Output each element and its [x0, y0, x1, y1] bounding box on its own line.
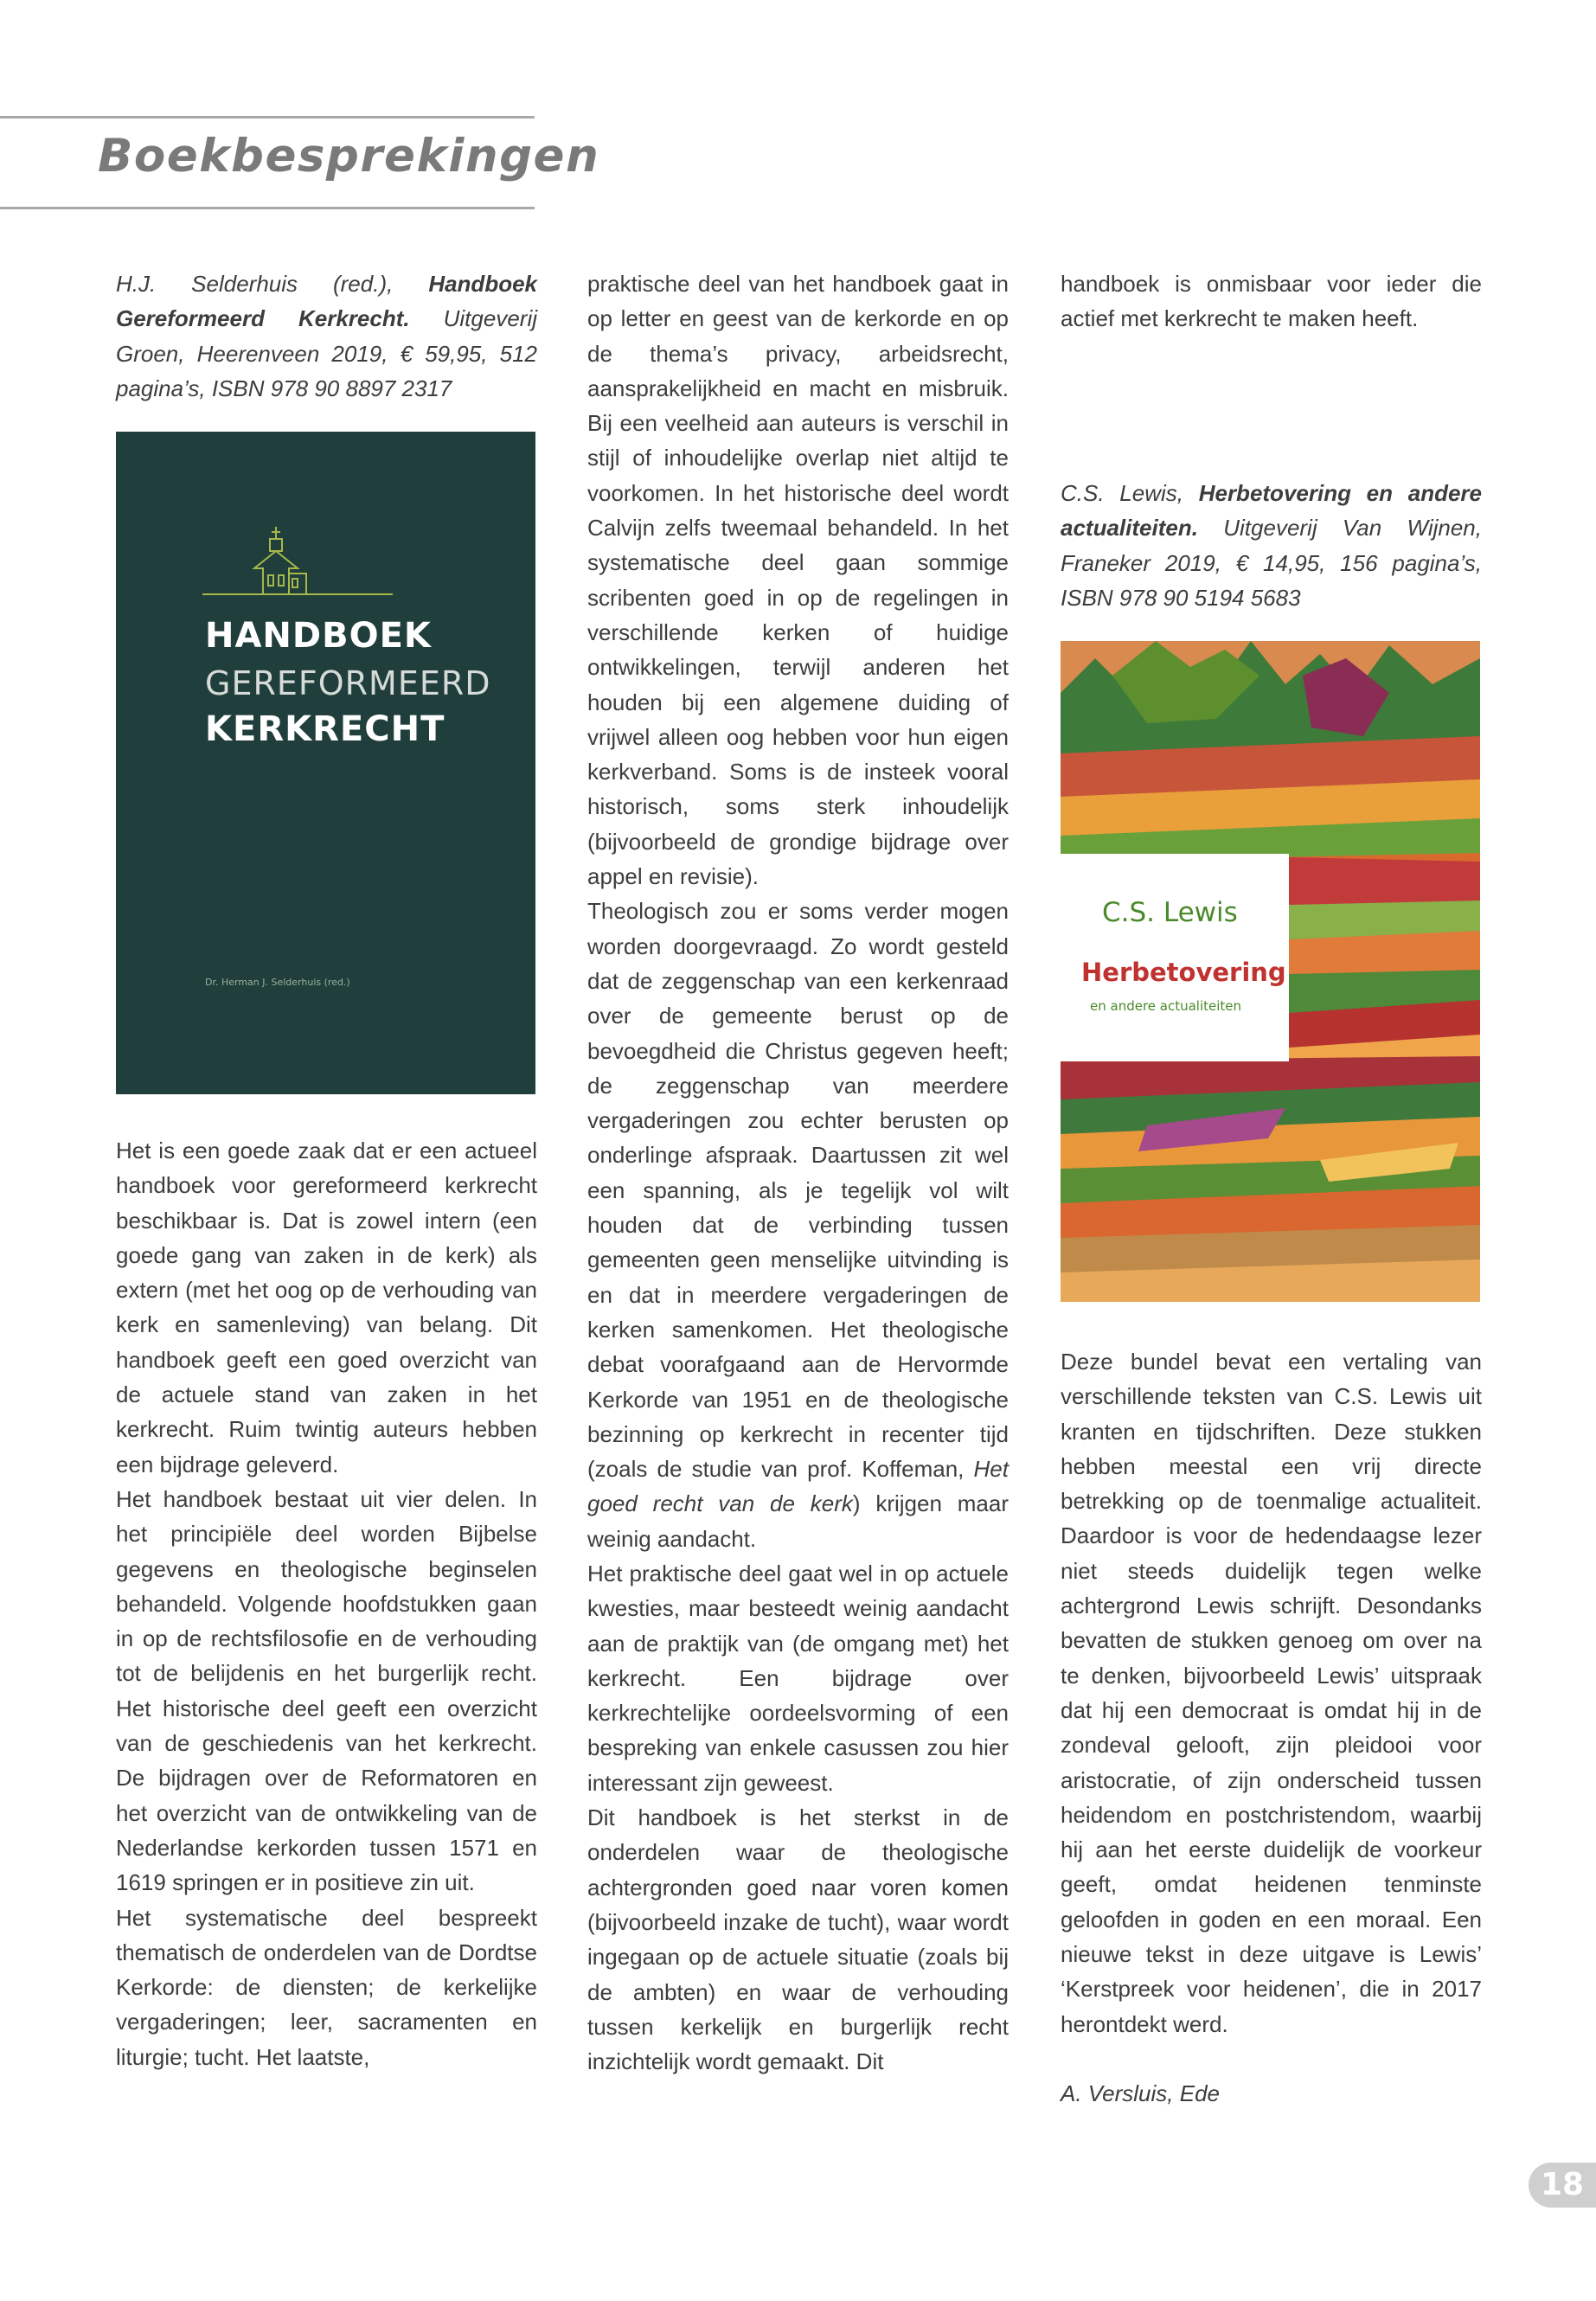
column-3 — [1061, 266, 1482, 336]
column-2 — [587, 266, 1009, 2079]
review2-ref-author: C.S. Lewis, — [1061, 480, 1183, 506]
review1-ref-title: Handboek Gereformeerd Kerkrecht. — [116, 271, 537, 332]
review1-ref-author: H.J. Selderhuis (red.), — [116, 271, 394, 297]
review1-paragraph-6: Het praktische deel gaat wel in op actuele kwesties, maar besteedt weinig aandacht aan de praktijk van (de omgang met) het kerkrecht. Een bijdrage over kerkrechtelijke oordeelsvorming of een bespreking van enkele casussen zou hier interessant zijn geweest. — [587, 1560, 1009, 1796]
cover2-author: C.S. Lewis — [1102, 897, 1238, 928]
review1-p5-end: ) krijgen maar weinig aandacht. — [587, 1490, 1009, 1552]
spacer — [1061, 2041, 1482, 2076]
review2-ref-title: Herbetovering en andere actualiteiten. — [1061, 480, 1482, 542]
review2-reference-block — [1061, 476, 1482, 615]
cover1-author: Dr. Herman J. Selderhuis (red.) — [205, 977, 350, 988]
header-rule-top — [0, 116, 535, 119]
page-number: 18 — [1529, 2163, 1596, 2208]
review2-body-block — [1061, 1344, 1482, 2111]
review1-paragraph-3: Het systematische deel bespreekt thematisch de onderdelen van de Dordtse Kerkorde: de diensten; de kerkelijke vergaderingen; leer, sacramenten en liturgie; tucht. Het laatste, — [116, 1904, 537, 2070]
cover2-title: Herbetovering — [1081, 958, 1286, 987]
cover1-title-line3: KERKRECHT — [205, 709, 445, 749]
review1-paragraph-7: Dit handboek is het sterkst in de onderdelen waar de theologische achtergronden goed naar voren komen (bijvoorbeeld inzake de tucht), waar wordt ingegaan op de actuele situatie (zoals bij de ambten) en waar de verhouding tussen kerkelijk en burgerlijk recht inzichtelijk wordt gemaakt. Dit — [587, 1804, 1009, 2075]
review1-p5-start: Theologisch zou er soms verder mogen worden doorgevraagd. Zo wordt gesteld dat de zeggenschap van een kerkenraad over de gemeente berust op de bevoegdheid die Christus gegeven heeft; de zeggenschap van meerdere vergaderingen zou echter berusten op onderlinge afspraak. Daartussen zit wel een spanning, als je tegelijk vol wilt houden dat de verbinding tussen gemeenten geen menselijke uitvinding is en dat in meerdere vergaderingen de kerken samenkomen. Het theologische debat voorafgaand aan de Hervormde Kerkorde van 1951 en de theologische bezinning op kerkrecht in recenter tijd (zoals de studie van prof. Koffeman, — [587, 898, 1009, 1483]
review2-reference — [1061, 476, 1482, 615]
church-icon — [202, 525, 393, 603]
column-1 — [116, 266, 537, 406]
column-1-body — [116, 1133, 537, 2074]
review1-paragraph-1: Het is een goede zaak dat er een actueel handboek voor gereformeerd kerkrecht beschikbaar is. Dat is zowel intern (een goede gang van zaken in de kerk) als extern (met het oog op de verhouding van kerk en samenleving) van belang. Dit handboek geeft een goed overzicht van de actuele stand van zaken in het kerkrecht. Ruim twintig auteurs hebben een bijdrage geleverd. — [116, 1138, 537, 1477]
cover2-title-panel — [1061, 854, 1289, 1061]
review2-ref-details: Uitgeverij Van Wijnen, Franeker 2019, € 14,95, 156 pagina’s, ISBN 978 90 5194 5683 — [1061, 515, 1482, 611]
cover2-subtitle: en andere actualiteiten — [1090, 998, 1242, 1014]
book-cover-herbetovering — [1061, 641, 1480, 1302]
review1-ref-details: Uitgeverij Groen, Heerenveen 2019, € 59,95, 512 pagina’s, ISBN 978 90 8897 2317 — [116, 305, 537, 401]
header-rule-bottom — [0, 207, 535, 209]
review1-paragraph-8: handboek is onmisbaar voor ieder die actief met kerkrecht te maken heeft. — [1061, 271, 1482, 332]
review1-p5-italic-title: Het goed recht van de kerk — [587, 1456, 1009, 1517]
review1-paragraph-4: praktische deel van het handboek gaat in op letter en geest van de kerkorde en op de thema’s privacy, arbeidsrecht, aansprakelijkheid en macht en misbruik. Bij een veelheid aan auteurs is verschil in stijl of inhoudelijke overlap niet altijd te voorkomen. In het historische deel wordt Calvijn zelfs tweemaal behandeld. In het systematische deel gaan sommige scribenten goed in op de regelingen in verschillende kerken of huidige ontwikkelingen, terwijl anderen het houden bij een algemene duiding of vrijwel alleen oog hebben voor hun eigen kerkverband. Soms is de insteek vooral historisch, soms sterk inhoudelijk (bijvoorbeeld de grondige bijdrage over appel en revisie). — [587, 271, 1009, 890]
section-title: Boekbesprekingen — [98, 130, 600, 183]
review1-paragraph-5 — [587, 894, 1009, 1556]
review2-paragraph: Deze bundel bevat een vertaling van verschillende teksten van C.S. Lewis uit kranten en tijdschriften. Deze stukken hebben meestal een vrij directe betrekking op de toenmalige actualiteit. Daardoor is voor de hedendaagse lezer niet steeds duidelijk tegen welke achtergrond Lewis schrijft. Desondanks bevatten de stukken genoeg om over na te denken, bijvoorbeeld Lewis’ uitspraak dat hij een democraat is omdat hij in de zondeval gelooft, zijn pleidooi voor aristocratie, of zijn onderscheid tussen heidendom en postchristendom, waarbij hij aan het eerste duidelijk de voorkeur geeft, omdat heidenen tenminste geloofden in goden en een moraal. Een nieuwe tekst in deze uitgave is Lewis’ ‘Kerstpreek voor heidenen’, die in 2017 herontdekt werd. — [1061, 1349, 1482, 2037]
review1-reference — [116, 266, 537, 406]
book-cover-handboek — [116, 432, 535, 1094]
cover1-title-line2: GEREFORMEERD — [205, 664, 491, 702]
review1-paragraph-2: Het handboek bestaat uit vier delen. In het principiële deel worden Bijbelse gegevens en theologische beginselen behandeld. Volgende hoofdstukken gaan in op de rechtsfilosofie en de verhouding tot de belijdenis en het burgerlijk recht. Het historische deel geeft een overzicht van de geschiedenis van het kerkrecht. De bijdragen over de Reformatoren en het overzicht van de ontwikkeling van de Nederlandse kerkorden tussen 1571 en 1619 springen er in positieve zin uit. — [116, 1485, 537, 1896]
cover1-title-line1: HANDBOEK — [205, 616, 432, 656]
review2-signature: A. Versluis, Ede — [1061, 2080, 1221, 2106]
